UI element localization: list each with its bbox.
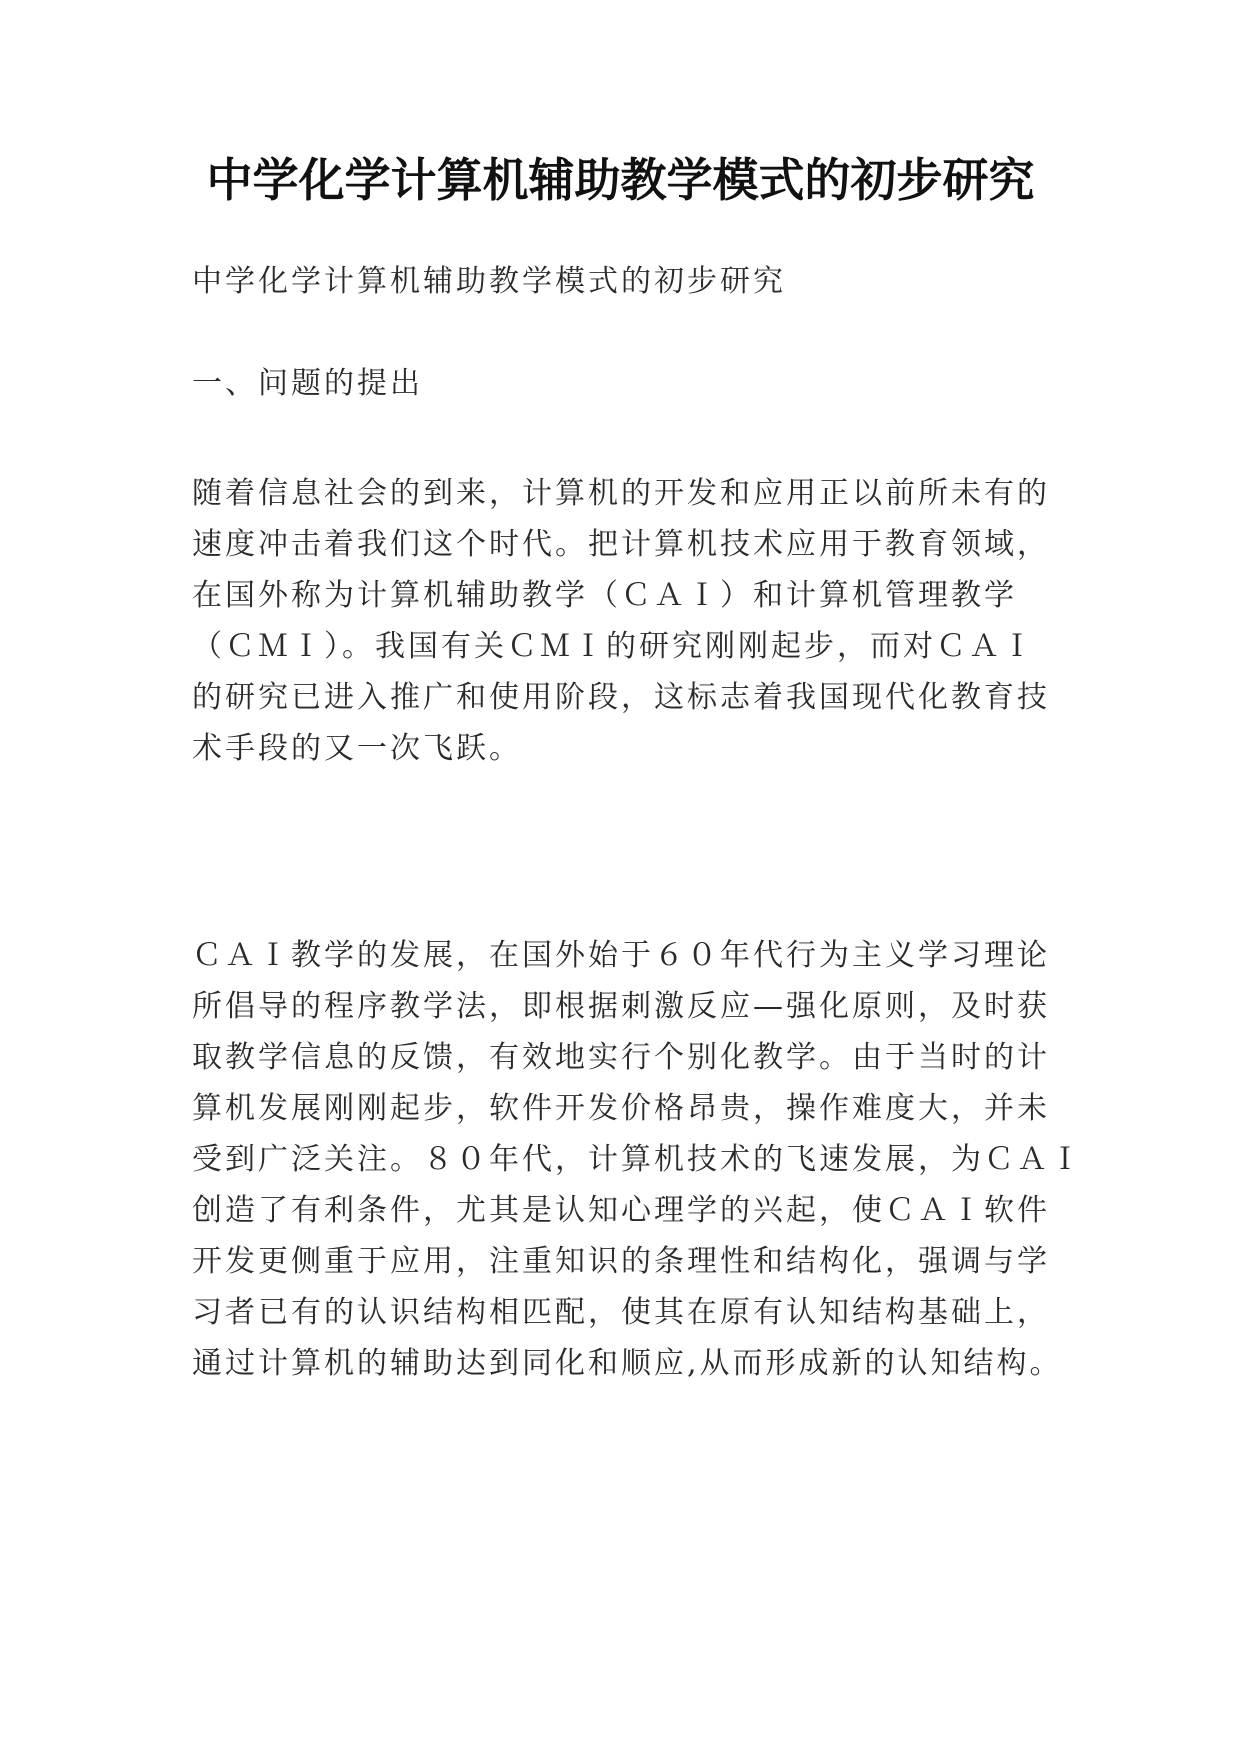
paragraph-line: 取教学信息的反馈，有效地实行个别化教学。由于当时的计 [192, 1040, 1050, 1075]
paragraph-line: 开发更侧重于应用，注重知识的条理性和结构化，强调与学 [192, 1244, 1050, 1279]
paragraph-line: 通过计算机的辅助达到同化和顺应,从而形成新的认知结构。 [192, 1346, 1063, 1381]
paragraph-line: ＣＡＩ教学的发展，在国外始于６０年代行为主义学习理论 [192, 938, 1050, 973]
paragraph-line: 速度冲击着我们这个时代。把计算机技术应用于教育领域， [192, 527, 1050, 562]
paragraph-line: 在国外称为计算机辅助教学（ＣＡＩ）和计算机管理教学 [192, 578, 1017, 613]
document-title: 中学化学计算机辅助教学模式的初步研究 [206, 153, 1035, 207]
paragraph-line: 创造了有利条件，尤其是认知心理学的兴起，使ＣＡＩ软件 [192, 1193, 1050, 1228]
paragraph-line: 习者已有的认识结构相匹配，使其在原有认知结构基础上， [192, 1295, 1050, 1330]
paragraph-line: 术手段的又一次飞跃。 [192, 731, 522, 766]
document-subtitle: 中学化学计算机辅助教学模式的初步研究 [192, 264, 786, 299]
paragraph-line: 所倡导的程序教学法，即根据刺激反应—强化原则，及时获 [192, 989, 1050, 1024]
paragraph-line: 的研究已进入推广和使用阶段，这标志着我国现代化教育技 [192, 680, 1050, 715]
paragraph-line: 算机发展刚刚起步，软件开发价格昂贵，操作难度大，并未 [192, 1091, 1050, 1126]
paragraph-line: 随着信息社会的到来，计算机的开发和应用正以前所未有的 [192, 476, 1050, 511]
section-heading: 一、问题的提出 [192, 366, 423, 401]
paragraph-line: （ＣＭＩ）。我国有关ＣＭＩ的研究刚刚起步，而对ＣＡＩ [192, 629, 1035, 664]
paragraph-line: 受到广泛关注。８０年代，计算机技术的飞速发展，为ＣＡＩ [192, 1142, 1083, 1177]
